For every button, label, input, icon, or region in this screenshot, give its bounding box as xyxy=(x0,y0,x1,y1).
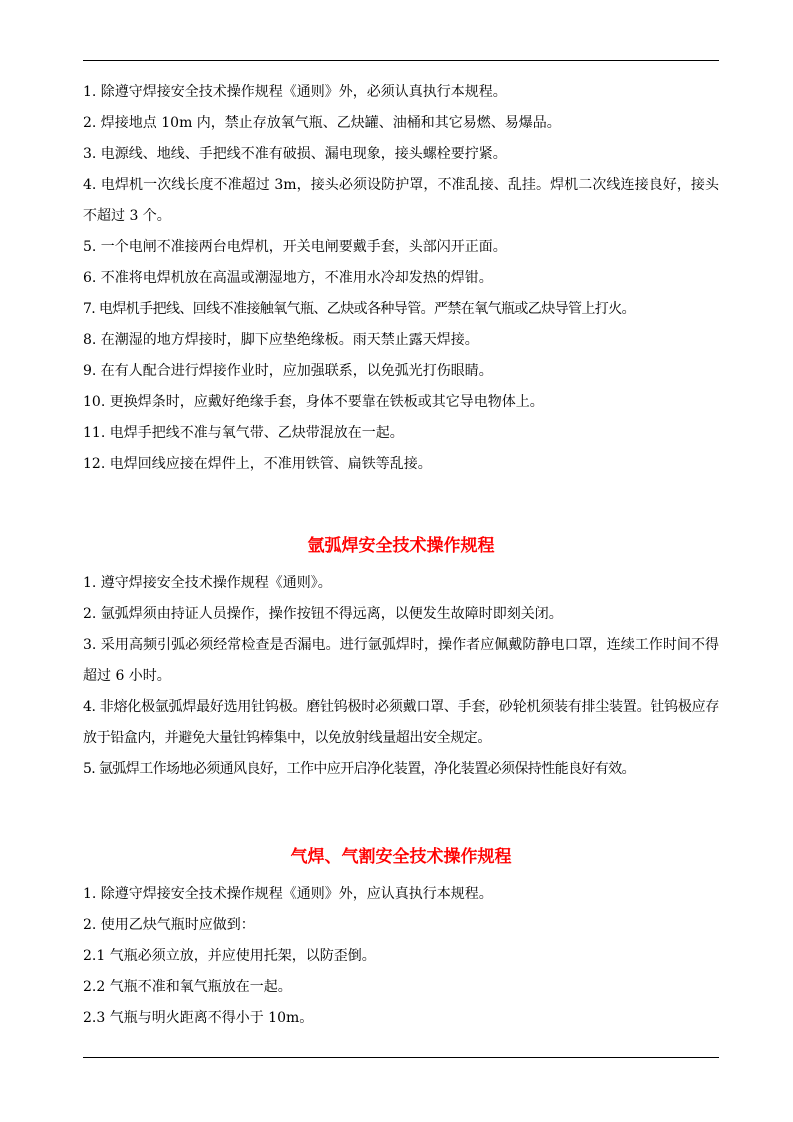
rule-item-4: 4. 电焊机一次线长度不准超过 3m，接头必须设防护罩，不准乱接、乱挂。焊机二次线连接良好，接头不超过 3 个。 xyxy=(83,177,719,224)
section-gas-welding-cutting xyxy=(83,845,719,1034)
rule-item-9: 9. 在有人配合进行焊接作业时，应加强联系，以免弧光打伤眼睛。 xyxy=(83,363,493,379)
rule-item-3: 3. 电源线、地线、手把线不准有破损、漏电现象，接头螺栓要拧紧。 xyxy=(83,146,507,162)
rule-item-5: 5. 氩弧焊工作场地必须通风良好，工作中应开启净化装置，净化装置必须保持性能良好有效。 xyxy=(83,761,636,777)
section-heading-gas-welding: 气焊、气割安全技术操作规程 xyxy=(290,847,512,867)
rule-item-3: 3. 采用高频引弧必须经常检查是否漏电。进行氩弧焊时，操作者应佩戴防静电口罩，连续工作时间不得超过 6 小时。 xyxy=(83,637,719,684)
rule-item-8: 8. 在潮湿的地方焊接时，脚下应垫绝缘板。雨天禁止露天焊接。 xyxy=(83,332,479,348)
rule-item-10: 10. 更换焊条时，应戴好绝缘手套，身体不要靠在铁板或其它导电物体上。 xyxy=(83,394,544,410)
rule-item-4: 4. 非熔化极氩弧焊最好选用钍钨极。磨钍钨极时必须戴口罩、手套，砂轮机须装有排尘装置。钍钨极应存放于铅盒内，并避免大量钍钨棒集中，以免放射线量超出安全规定。 xyxy=(83,699,719,746)
rule-item-7: 7. 电焊机手把线、回线不准接触氧气瓶、乙炔或各种导管。严禁在氧气瓶或乙炔导管上打火。 xyxy=(83,301,636,317)
rule-item-12: 12. 电焊回线应接在焊件上，不准用铁管、扁铁等乱接。 xyxy=(83,456,432,472)
header-rule xyxy=(83,60,719,61)
rule-item-2-3: 2.3 气瓶与明火距离不得小于 10m。 xyxy=(83,1010,314,1026)
rule-item-11: 11. 电焊手把线不准与氧气带、乙炔带混放在一起。 xyxy=(83,425,404,441)
rule-item-2: 2. 使用乙炔气瓶时应做到： xyxy=(83,917,255,933)
rule-item-2: 2. 氩弧焊须由持证人员操作，操作按钮不得远离，以便发生故障时即刻关闭。 xyxy=(83,606,563,622)
rule-item-2-1: 2.1 气瓶必须立放，并应使用托架，以防歪倒。 xyxy=(83,948,376,964)
rule-item-2: 2. 焊接地点 10m 内，禁止存放氧气瓶、乙炔罐、油桶和其它易燃、易爆品。 xyxy=(83,115,561,131)
rule-item-2-2: 2.2 气瓶不准和氧气瓶放在一起。 xyxy=(83,979,292,995)
rule-item-5: 5. 一个电闸不准接两台电焊机，开关电闸要戴手套，头部闪开正面。 xyxy=(83,239,507,255)
footer-rule xyxy=(83,1057,719,1058)
section-argon-arc-welding xyxy=(83,534,719,785)
section-heading-argon-arc: 氩弧焊安全技术操作规程 xyxy=(307,536,495,556)
rule-item-6: 6. 不准将电焊机放在高温或潮湿地方，不准用水冷却发热的焊钳。 xyxy=(83,270,493,286)
section-electric-welding xyxy=(83,77,719,480)
rule-item-1: 1. 除遵守焊接安全技术操作规程《通则》外，应认真执行本规程。 xyxy=(83,886,493,902)
rule-item-1: 1. 遵守焊接安全技术操作规程《通则》。 xyxy=(83,575,332,591)
rule-item-1: 1. 除遵守焊接安全技术操作规程《通则》外，必须认真执行本规程。 xyxy=(83,84,507,100)
